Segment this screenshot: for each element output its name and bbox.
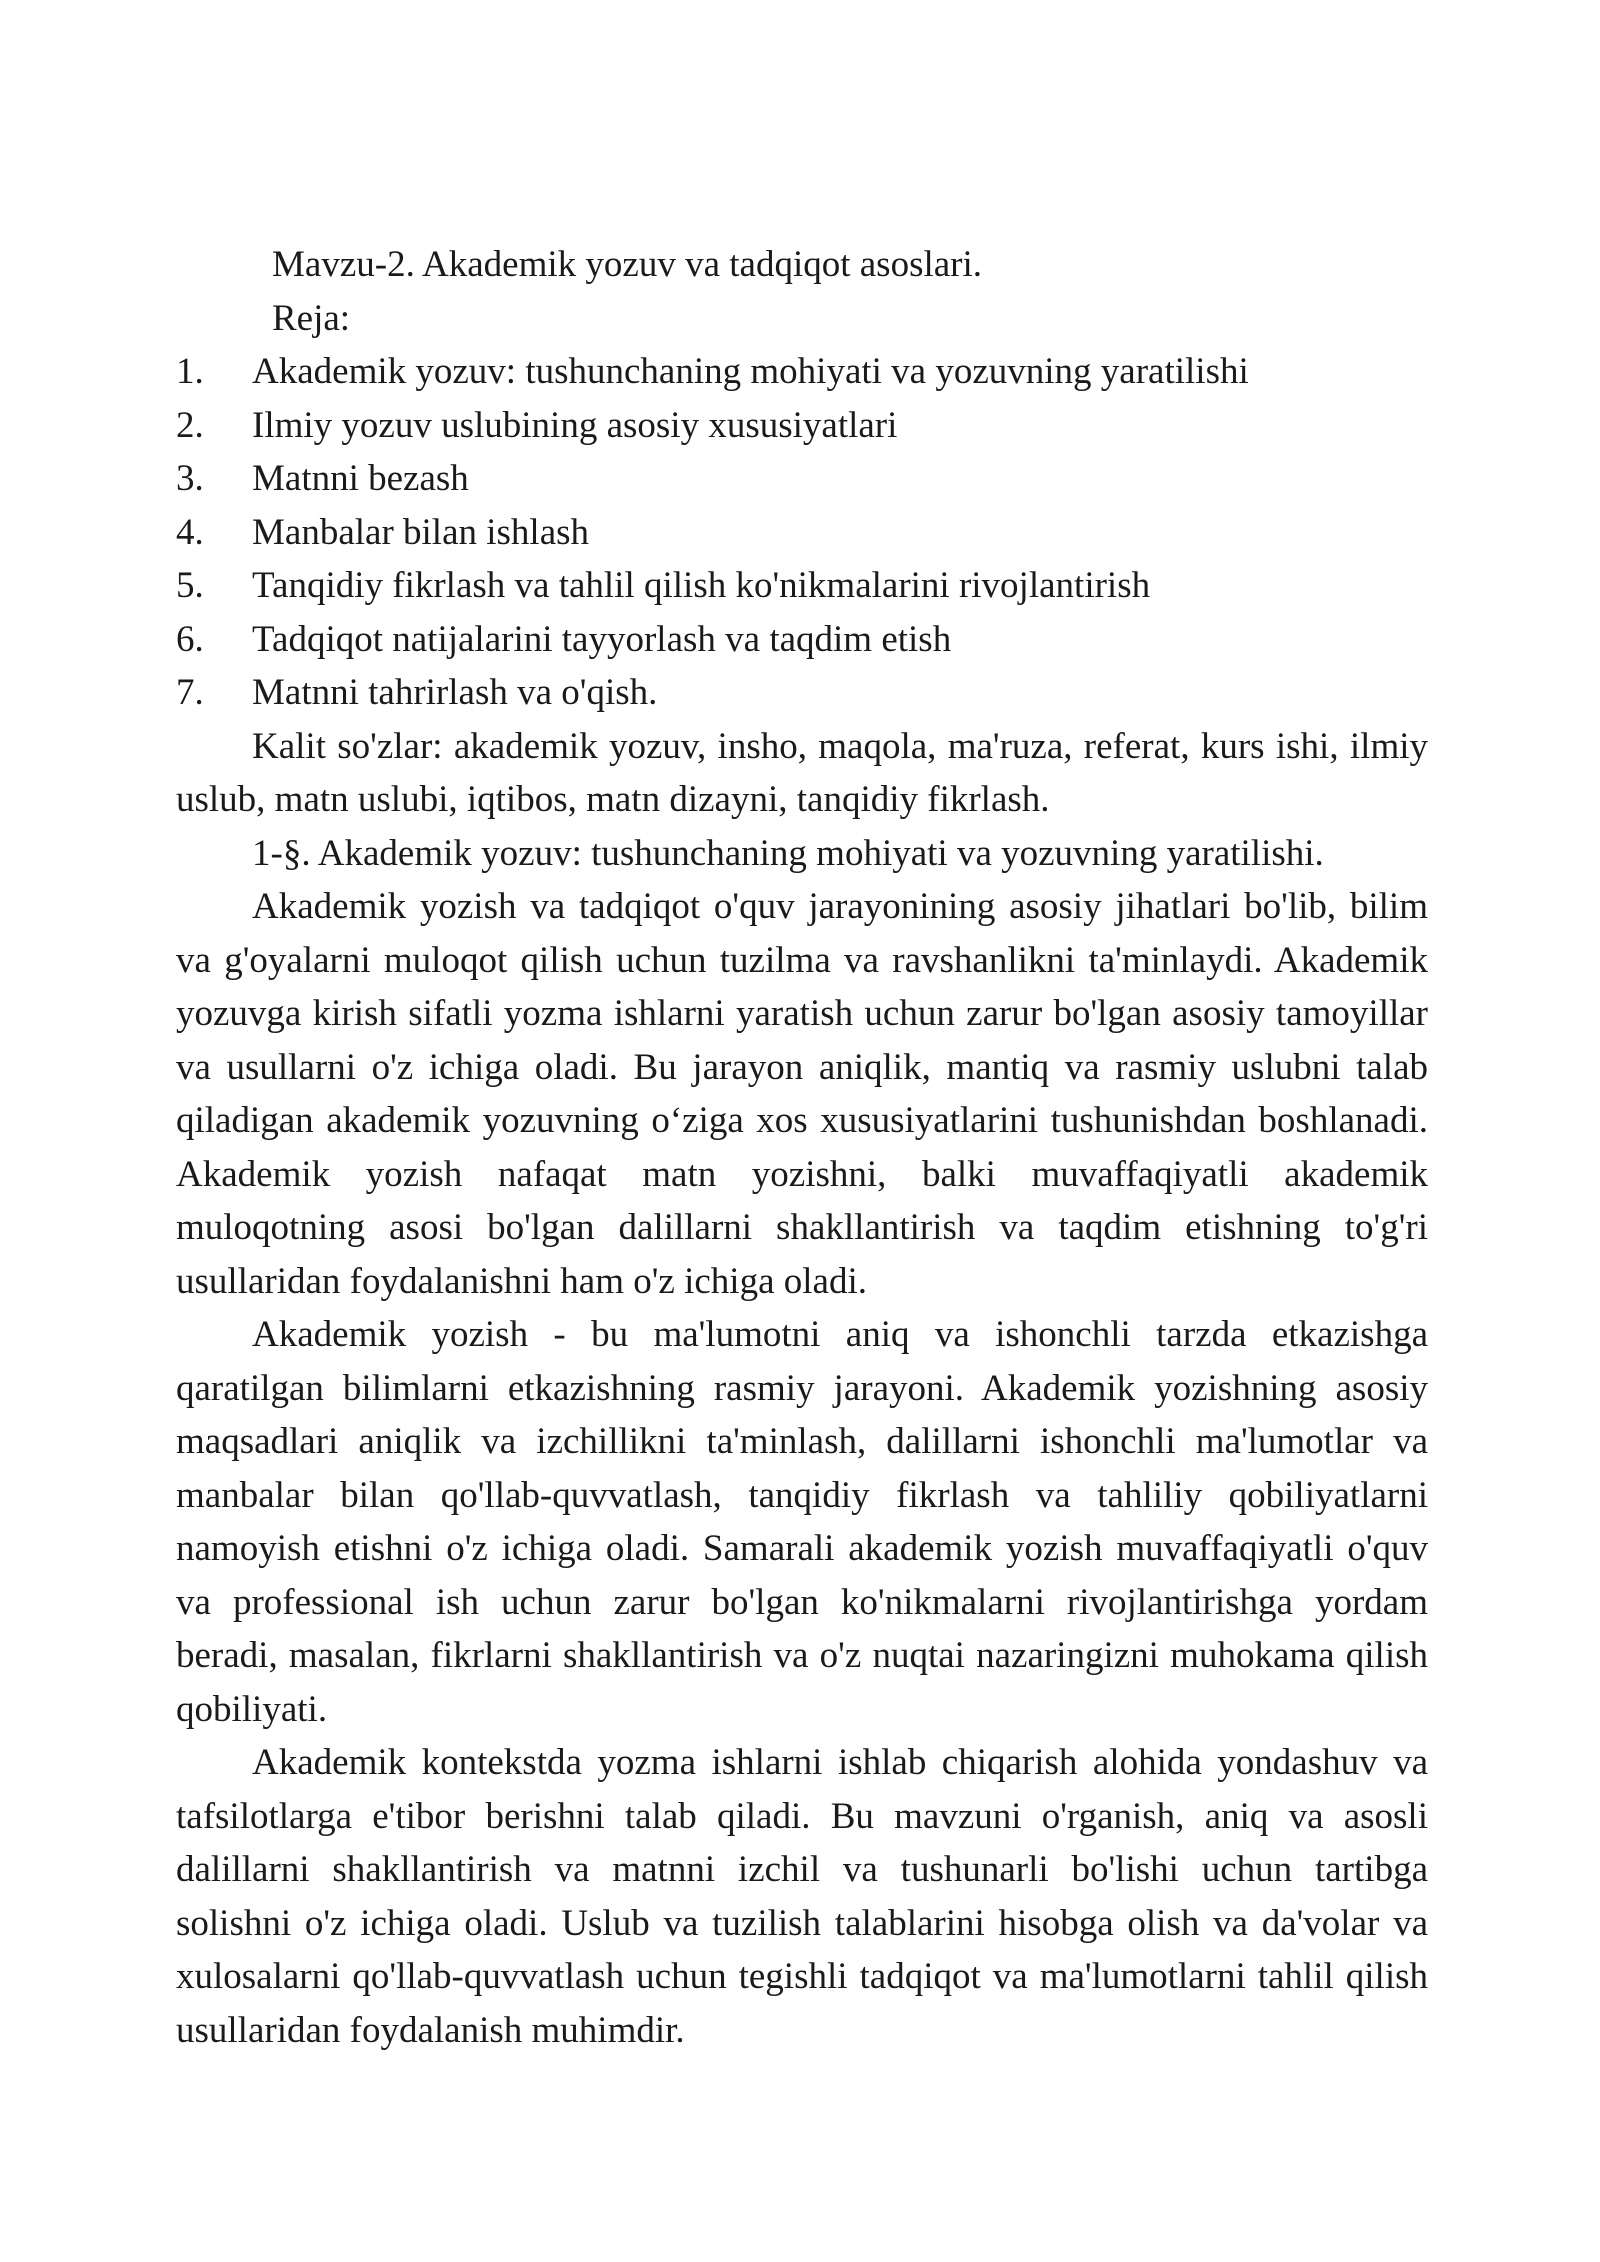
topic-title: Mavzu-2. Akademik yozuv va tadqiqot asoslari.	[272, 244, 983, 285]
plan-item-number: 3.	[176, 458, 204, 499]
body-paragraph: Akademik kontekstda yozma ishlarni ishlab chiqarish alohida yondashuv va tafsilotlarga e'tibor berishni talab qiladi. Bu mavzuni o'rganish, aniq va asosli dalillarni shakllantirish va matnni izchil va tushunarli bo'lishi uchun tartibga solishni o'z ichiga oladi. Uslub va tuzilish talablarini hisobga olish va da'volar va xulosalarni qo'llab-quvvatlash uchun tegishli tadqiqot va ma'lumotlarni tahlil qilish usullaridan foydalanish muhimdir.	[176, 1742, 1428, 2051]
plan-item	[176, 559, 1428, 613]
keywords-paragraph: Kalit so'zlar: akademik yozuv, insho, maqola, ma'ruza, referat, kurs ishi, ilmiy uslub, matn uslubi, iqtibos, matn dizayni, tanqidiy fikrlash.	[176, 725, 1428, 820]
plan-item-number: 4.	[176, 511, 204, 553]
plan-item-number: 5.	[176, 565, 204, 606]
plan-item-text: Manbalar bilan ishlash	[252, 511, 590, 553]
plan-item-number: 7.	[176, 672, 204, 713]
plan-item-text: Tanqidiy fikrlash va tahlil qilish ko'nikmalarini rivojlantirish	[252, 565, 1151, 606]
plan-item	[176, 613, 1428, 667]
plan-item-text: Ilmiy yozuv uslubining asosiy xususiyatlari	[252, 404, 898, 446]
body-paragraph: Akademik yozish - bu ma'lumotni aniq va ishonchli tarzda etkazishga qaratilgan bilimlarni etkazishning rasmiy jarayoni. Akademik yozishning asosiy maqsadlari aniqlik va izchillikni ta'minlash, dalillarni ishonchli ma'lumotlar va manbalar bilan qo'llab-quvvatlash, tanqidiy fikrlash va tahliliy qobiliyatlarni namoyish etishni o'z ichiga oladi. Samarali akademik yozish muvaffaqiyatli o'quv va professional ish uchun zarur bo'lgan ko'nikmalarni rivojlantirishga yordam beradi, masalan, fikrlarni shakllantirish va o'z nuqtai nazaringizni muhokama qilish qobiliyati.	[176, 1314, 1428, 1730]
plan-item-number: 1.	[176, 351, 204, 392]
plan-item-text: Matnni tahrirlash va o'qish.	[252, 672, 658, 713]
plan-item-number: 2.	[176, 404, 204, 446]
plan-label: Reja:	[272, 297, 351, 339]
plan-item	[176, 399, 1428, 453]
plan-item-text: Matnni bezash	[252, 458, 469, 499]
document-body	[176, 238, 1428, 2057]
plan-item	[176, 666, 1428, 720]
plan-item	[176, 345, 1428, 399]
body-paragraph: Akademik yozish va tadqiqot o'quv jarayonining asosiy jihatlari bo'lib, bilim va g'oyalarni muloqot qilish uchun tuzilma va ravshanlikni ta'minlaydi. Akademik yozuvga kirish sifatli yozma ishlarni yaratish uchun zarur bo'lgan asosiy tamoyillar va usullarni o'z ichiga oladi. Bu jarayon aniqlik, mantiq va rasmiy uslubni talab qiladigan akademik yozuvning o‘ziga xos xususiyatlarini tushunishdan boshlanadi. Akademik yozish nafaqat matn yozishni, balki muvaffaqiyatli akademik muloqotning asosi bo'lgan dalillarni shakllantirish va taqdim etishning to'g'ri usullaridan foydalanishni ham o'z ichiga oladi.	[176, 886, 1428, 1302]
plan-item	[176, 506, 1428, 560]
section-heading: 1-§. Akademik yozuv: tushunchaning mohiyati va yozuvning yaratilishi.	[252, 832, 1324, 874]
plan-item-number: 6.	[176, 618, 204, 660]
plan-item-text: Tadqiqot natijalarini tayyorlash va taqdim etish	[252, 618, 952, 660]
plan-item-text: Akademik yozuv: tushunchaning mohiyati va yozuvning yaratilishi	[252, 351, 1249, 392]
plan-item	[176, 452, 1428, 506]
plan-list	[176, 345, 1428, 720]
